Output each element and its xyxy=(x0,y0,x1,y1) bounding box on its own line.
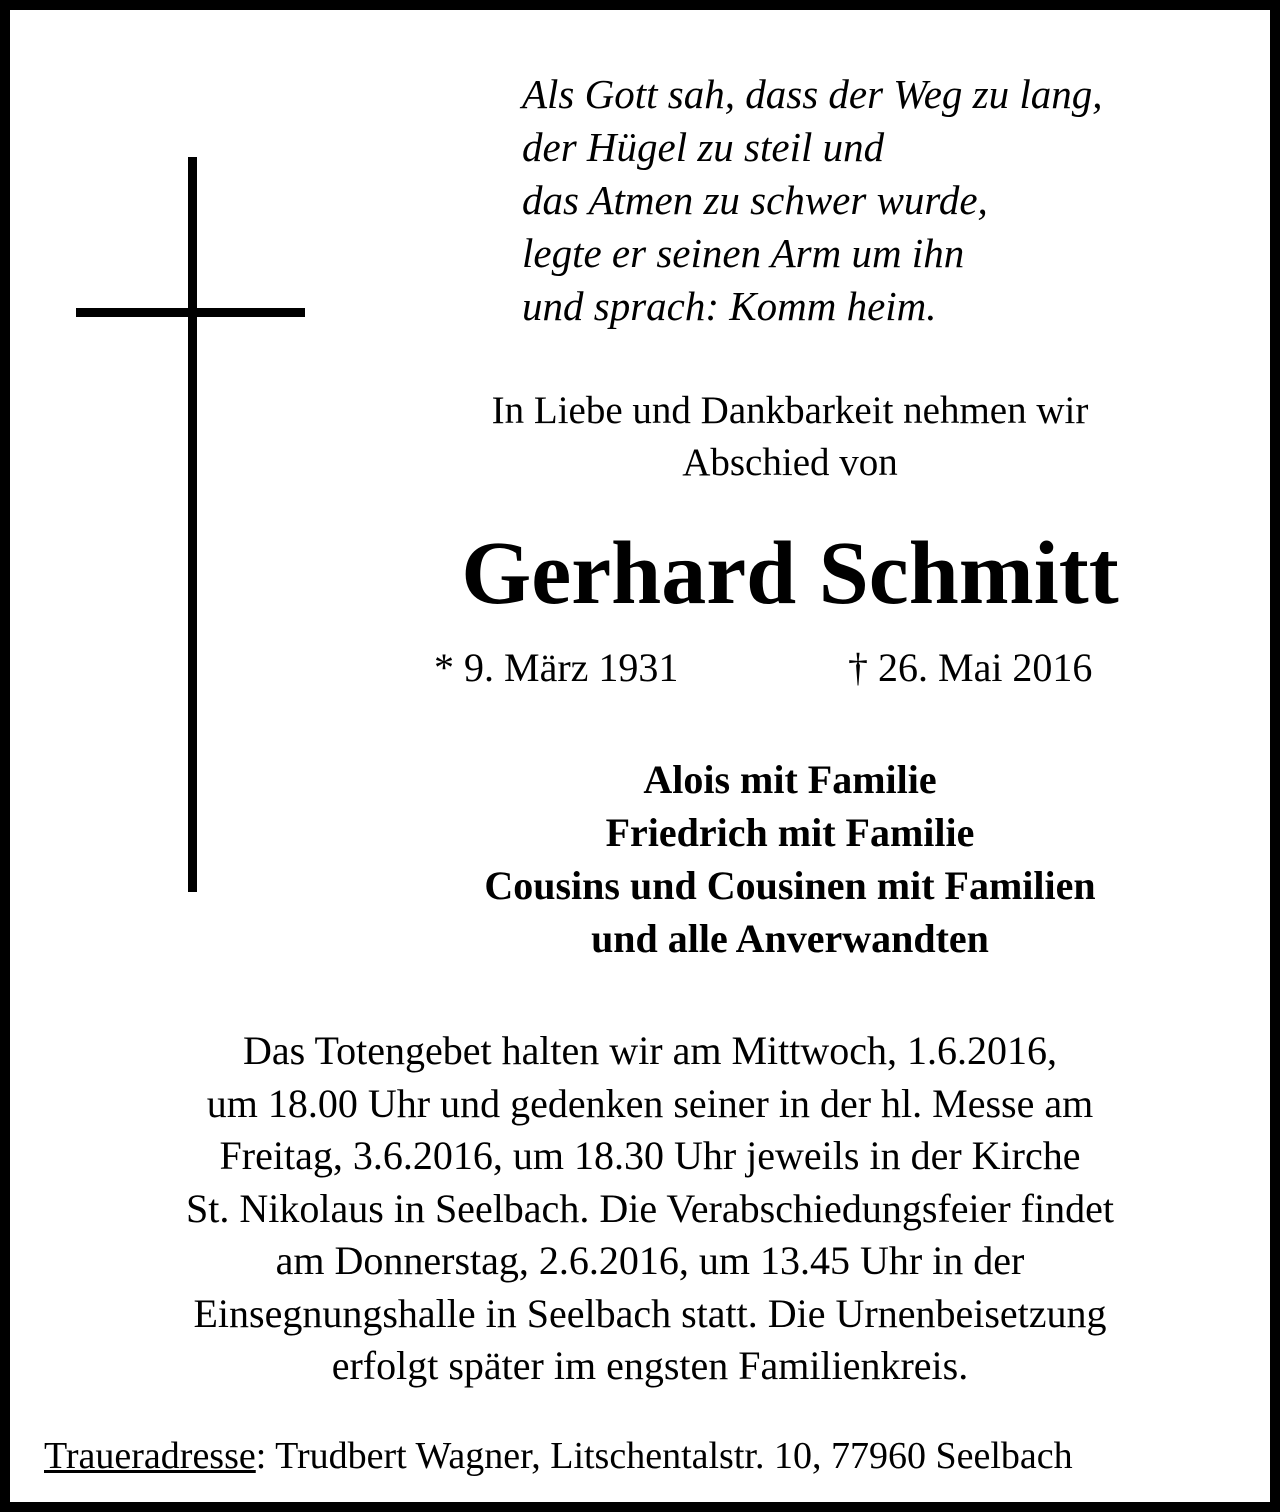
service-line: um 18.00 Uhr und gedenken seiner in der hl. Messe am xyxy=(206,1080,1094,1126)
service-line: erfolgt später im engsten Familienkreis. xyxy=(331,1343,969,1388)
cross-vertical-bar xyxy=(188,157,197,892)
poem-line: legte er seinen Arm um ihn xyxy=(522,230,965,276)
birth-date: * 9. März 1931 xyxy=(434,645,679,690)
service-line: am Donnerstag, 2.6.2016, um 13.45 Uhr in der xyxy=(275,1238,1025,1283)
service-line: Freitag, 3.6.2016, um 18.30 Uhr jeweils in der Kirche xyxy=(219,1133,1081,1178)
mourning-address-text: : Trudbert Wagner, Litschentalstr. 10, 77960 Seelbach xyxy=(255,1435,1073,1477)
farewell-intro-line: Abschied von xyxy=(682,441,898,484)
mourner-line: Alois mit Familie xyxy=(643,757,937,802)
poem-line: das Atmen zu schwer wurde, xyxy=(522,177,988,223)
service-line: Das Totengebet halten wir am Mittwoch, 1.6.2016, xyxy=(242,1028,1058,1073)
poem xyxy=(522,68,1262,333)
mourners-list xyxy=(390,753,1190,965)
service-line: Einsegnungshalle in Seelbach statt. Die Urnenbeisetzung xyxy=(193,1290,1107,1336)
mourning-address xyxy=(44,1430,1073,1482)
death-date: † 26. Mai 2016 xyxy=(848,645,1093,690)
mourning-address-label: Traueradresse xyxy=(44,1435,256,1477)
deceased-name: Gerhard Schmitt xyxy=(461,524,1119,623)
mourner-line: Cousins und Cousinen mit Familien xyxy=(484,863,1096,908)
farewell-intro-line: In Liebe und Dankbarkeit nehmen wir xyxy=(491,389,1089,432)
poem-line: und sprach: Komm heim. xyxy=(522,283,937,329)
farewell-intro xyxy=(390,385,1190,489)
mourner-line: und alle Anverwandten xyxy=(591,916,989,961)
poem-line: Als Gott sah, dass der Weg zu lang, xyxy=(522,71,1103,117)
poem-line: der Hügel zu steil und xyxy=(522,124,885,170)
mourner-line: Friedrich mit Familie xyxy=(605,810,975,855)
service-details xyxy=(30,1025,1270,1393)
service-line: St. Nikolaus in Seelbach. Die Verabschiedungsfeier findet xyxy=(186,1185,1114,1231)
cross-horizontal-bar xyxy=(76,308,305,317)
